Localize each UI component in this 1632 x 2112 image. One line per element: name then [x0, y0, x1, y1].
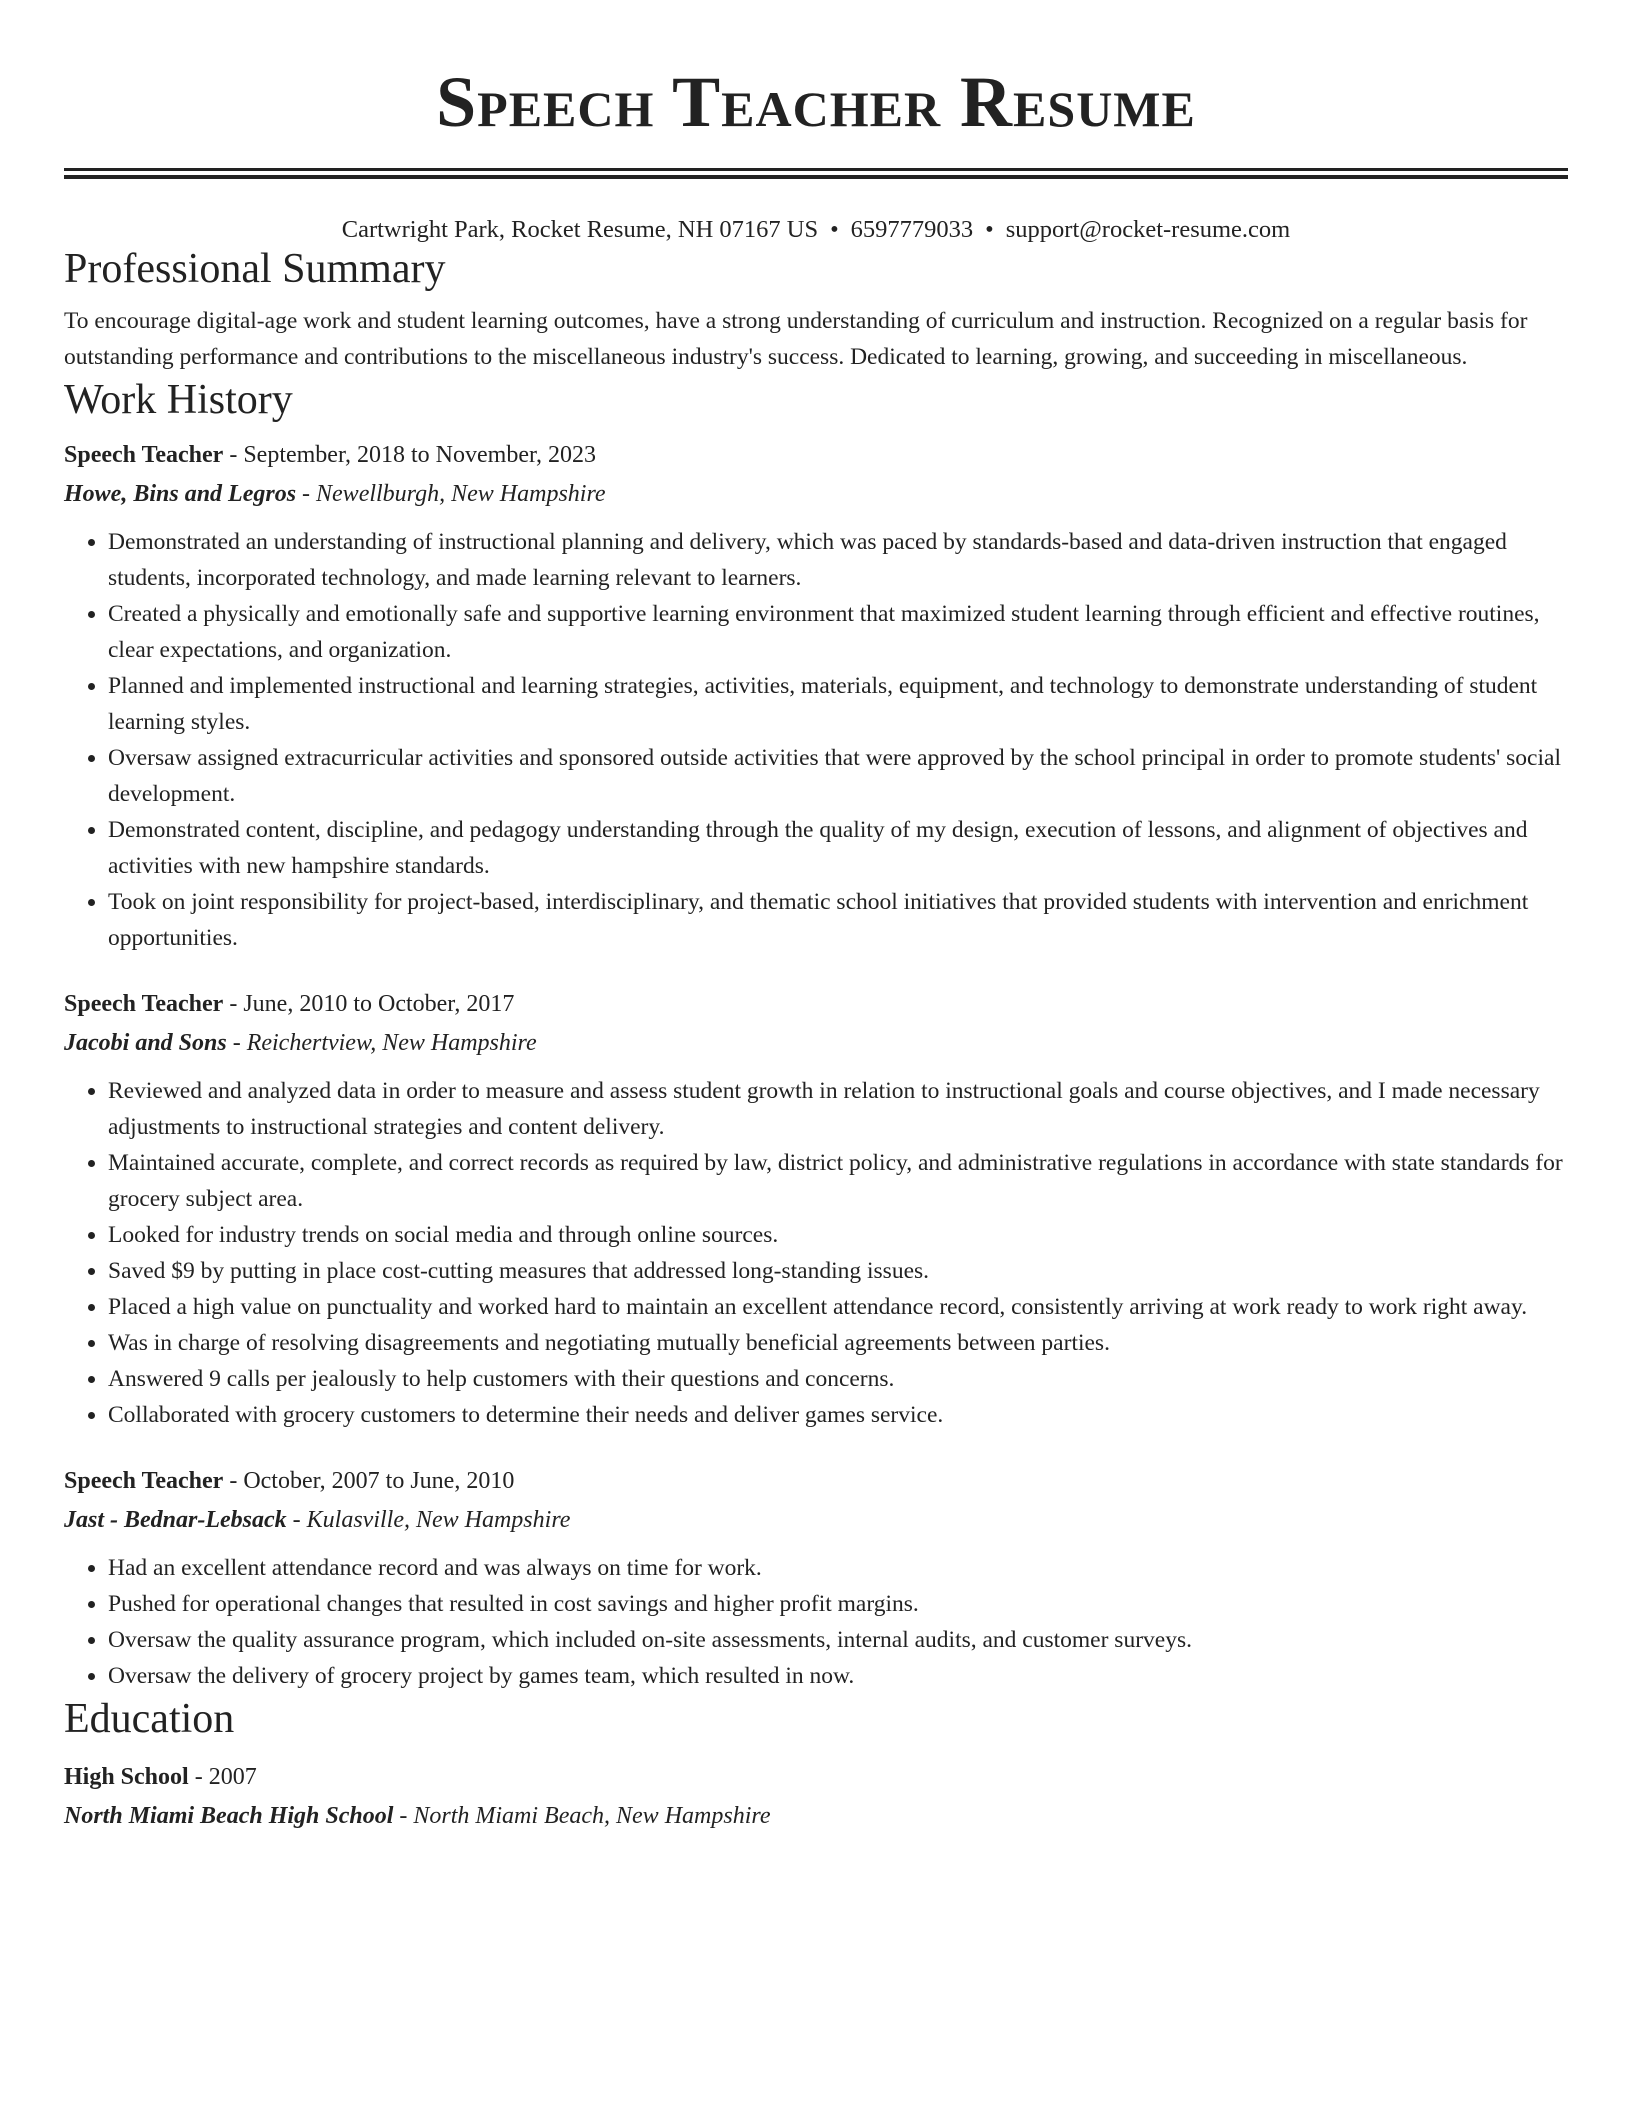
company-line [64, 476, 1568, 512]
company-line [64, 1502, 1568, 1538]
list-item: • Placed a high value on punctuality and worked hard to maintain an excellent attendance record, consistently arriving at work ready to work right away. [108, 1289, 1568, 1325]
company-line [64, 1025, 1568, 1061]
company-location: - Kulasville, New Hampshire [286, 1507, 571, 1534]
school-name: North Miami Beach High School [64, 1802, 394, 1829]
graduation-year: - 2007 [188, 1763, 257, 1790]
list-item: • Collaborated with grocery customers to determine their needs and deliver games service. [108, 1397, 1568, 1433]
contact-separator: • [985, 216, 994, 243]
list-item: • Reviewed and analyzed data in order to measure and assess student growth in relation to instructional goals and course objectives, and I made necessary adjustments to instructional strategies and content delivery. [108, 1073, 1568, 1145]
list-item: • Pushed for operational changes that resulted in cost savings and higher profit margins. [108, 1586, 1568, 1622]
list-item: • Maintained accurate, complete, and correct records as required by law, district policy, and administrative regulations in accordance with state standards for grocery subject area. [108, 1145, 1568, 1217]
list-item: • Oversaw the quality assurance program, which included on-site assessments, internal audits, and customer surveys. [108, 1622, 1568, 1658]
job-title: Speech Teacher [64, 442, 224, 469]
school-location: - North Miami Beach, New Hampshire [393, 1802, 771, 1829]
job-dates: - September, 2018 to November, 2023 [223, 442, 596, 469]
summary-text: To encourage digital-age work and student learning outcomes, have a strong understanding of curriculum and instruction. Recognized on a regular basis for outstanding performance and contributions to the miscellaneous industry's success. Dedicated to learning, growing, and succeeding in miscellaneous. [64, 307, 1528, 370]
list-item: • Was in charge of resolving disagreements and negotiating mutually beneficial agreements between parties. [108, 1325, 1568, 1361]
section-heading-education: Education [64, 1696, 235, 1743]
list-item: • Created a physically and emotionally safe and supportive learning environment that maximized student learning through efficient and effective routines, clear expectations, and organization. [108, 596, 1568, 668]
company-location: - Reichertview, New Hampshire [226, 1030, 537, 1057]
job-entry [64, 437, 1568, 956]
job-title: Speech Teacher [64, 991, 224, 1018]
job-entry [64, 986, 1568, 1433]
job-entry [64, 1463, 1568, 1694]
list-item: • Answered 9 calls per jealously to help customers with their questions and concerns. [108, 1361, 1568, 1397]
company-name: Jast - Bednar-Lebsack [64, 1507, 287, 1534]
section-heading-summary: Professional Summary [64, 246, 446, 293]
degree: High School [64, 1763, 189, 1790]
job-title-line [64, 1463, 1568, 1499]
job-duties-list [64, 1073, 1568, 1433]
contact-address: Cartwright Park, Rocket Resume, NH 07167 US [341, 216, 819, 243]
school-line [64, 1798, 1568, 1834]
contact-line [64, 215, 1568, 244]
list-item: • Demonstrated an understanding of instructional planning and delivery, which was paced by standards-based and data-driven instruction that engaged students, incorporated technology, and made learning relevant to learners. [108, 524, 1568, 596]
list-item: • Demonstrated content, discipline, and pedagogy understanding through the quality of my design, execution of lessons, and alignment of objectives and activities with new hampshire standards. [108, 812, 1568, 884]
list-item: • Saved $9 by putting in place cost-cutting measures that addressed long-standing issues. [108, 1253, 1568, 1289]
contact-email: support@rocket-resume.com [1005, 216, 1291, 243]
contact-phone: 6597779033 [850, 216, 974, 243]
degree-line [64, 1759, 1568, 1795]
list-item: • Oversaw the delivery of grocery project by games team, which resulted in now. [108, 1658, 1568, 1694]
job-dates: - June, 2010 to October, 2017 [223, 991, 515, 1018]
company-location: - Newellburgh, New Hampshire [296, 481, 606, 508]
job-title-line [64, 437, 1568, 473]
list-item: • Took on joint responsibility for project-based, interdisciplinary, and thematic school initiatives that provided students with intervention and enrichment opportunities. [108, 884, 1568, 956]
resume-title: Speech Teacher Resume [436, 62, 1196, 142]
job-duties-list [64, 1550, 1568, 1694]
list-item: • Oversaw assigned extracurricular activities and sponsored outside activities that were approved by the school principal in order to promote students' social development. [108, 740, 1568, 812]
list-item: • Had an excellent attendance record and was always on time for work. [108, 1550, 1568, 1586]
job-title: Speech Teacher [64, 1468, 224, 1495]
education-entry [64, 1759, 1568, 1834]
list-item: • Looked for industry trends on social media and through online sources. [108, 1217, 1568, 1253]
list-item: • Planned and implemented instructional and learning strategies, activities, materials, equipment, and technology to demonstrate understanding of student learning styles. [108, 668, 1568, 740]
title-divider [64, 168, 1568, 179]
job-duties-list [64, 524, 1568, 956]
job-dates: - October, 2007 to June, 2010 [223, 1468, 515, 1495]
job-title-line [64, 986, 1568, 1022]
company-name: Howe, Bins and Legros [64, 481, 297, 508]
section-heading-work-history: Work History [64, 376, 293, 423]
company-name: Jacobi and Sons [64, 1030, 227, 1057]
contact-separator: • [830, 216, 839, 243]
